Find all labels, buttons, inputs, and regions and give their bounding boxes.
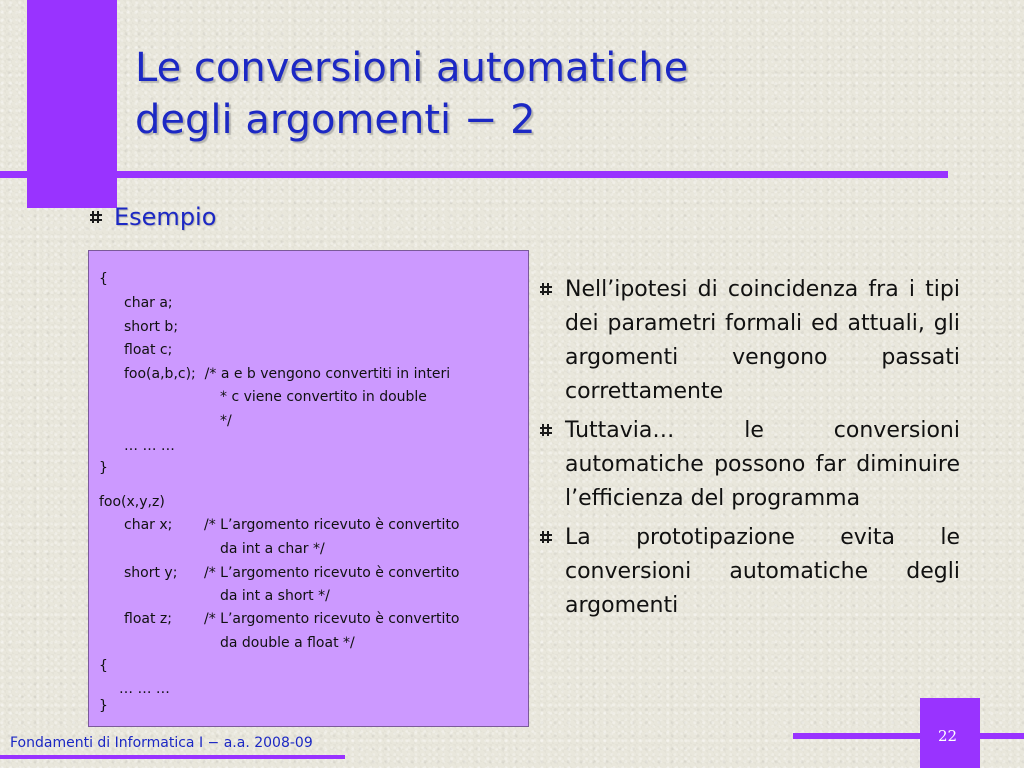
title-divider (0, 171, 948, 178)
page-number: 22 (938, 727, 958, 745)
list-item (540, 521, 960, 623)
code-line: short b; (124, 319, 179, 335)
code-line: da int a short */ (220, 588, 330, 604)
code-line: * c viene convertito in double (220, 389, 427, 405)
subheading-text: Esempio (114, 203, 217, 231)
code-line: } (99, 698, 108, 714)
hash-bullet-icon (90, 211, 102, 223)
slide-title (135, 42, 935, 146)
code-line: */ (220, 413, 232, 429)
code-line: … … … (119, 681, 170, 697)
code-line: /* L’argomento ricevuto è convertito (204, 517, 460, 533)
bullet-list (540, 273, 960, 628)
code-line: /* L’argomento ricevuto è convertito (204, 611, 460, 627)
code-line: { (99, 658, 108, 674)
list-item (540, 414, 960, 516)
code-line: foo(a,b,c); /* a e b vengono convertiti in interi (124, 366, 451, 382)
title-line-2: degli argomenti − 2 (135, 97, 536, 143)
hash-bullet-icon (540, 424, 552, 436)
hash-bullet-icon (540, 283, 552, 295)
footer-divider-left (0, 755, 345, 759)
code-line: float z; (124, 611, 172, 627)
code-line: … … … (124, 438, 175, 454)
title-line-1: Le conversioni automatiche (135, 45, 689, 91)
code-line: /* L’argomento ricevuto è convertito (204, 565, 460, 581)
footer-text: Fondamenti di Informatica I − a.a. 2008-09 (10, 735, 313, 751)
subheading (90, 203, 216, 231)
code-example-box (88, 250, 529, 727)
code-line: { (99, 271, 108, 287)
footer-divider-right (793, 733, 1024, 739)
list-item-text: La prototipazione evita le conversioni automatiche degli argomenti (565, 525, 960, 618)
code-line: short y; (124, 565, 178, 581)
code-line: float c; (124, 342, 173, 358)
hash-bullet-icon (540, 531, 552, 543)
code-line: char x; (124, 517, 173, 533)
list-item-text: Tuttavia… le conversioni automatiche possono far diminuire l’efficienza del programma (565, 418, 960, 511)
code-line: } (99, 460, 108, 476)
list-item (540, 273, 960, 409)
code-line: foo(x,y,z) (99, 494, 165, 510)
code-line: da int a char */ (220, 541, 325, 557)
code-line: char a; (124, 295, 173, 311)
code-line: da double a float */ (220, 635, 355, 651)
list-item-text: Nell’ipotesi di coincidenza fra i tipi dei parametri formali ed attuali, gli argomenti vengono passati correttamente (565, 277, 960, 404)
